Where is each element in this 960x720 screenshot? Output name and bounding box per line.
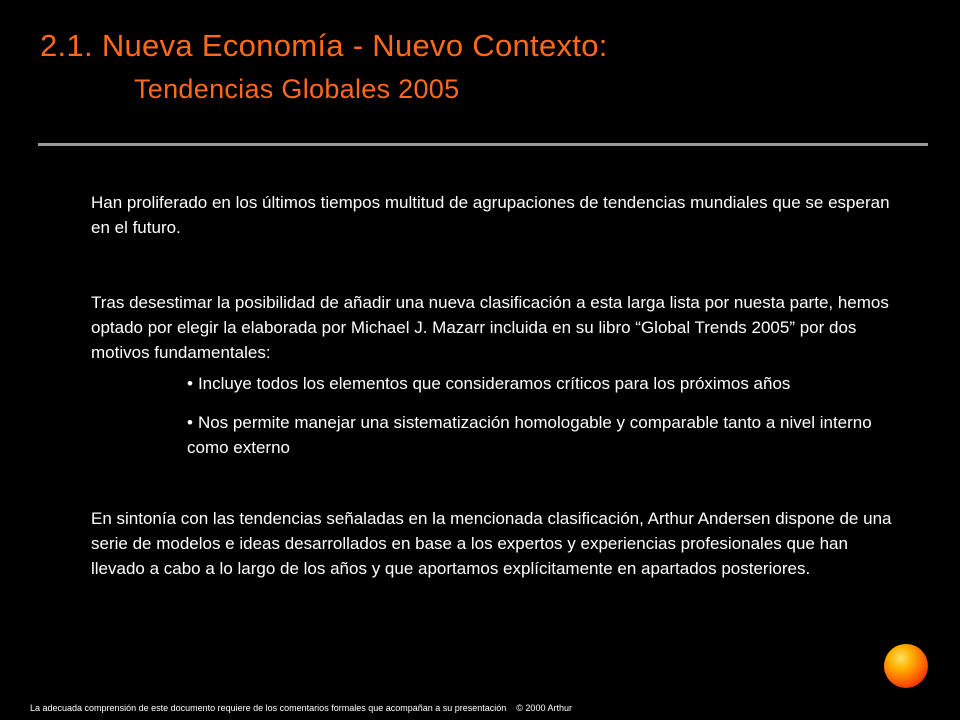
bullet-icon: •: [187, 413, 193, 432]
slide-body: [91, 190, 906, 581]
list-item-text: Nos permite manejar una sistematización homologable y comparable tanto a nivel interno como externo: [187, 413, 872, 457]
orange-sphere-logo-icon: [884, 644, 928, 688]
slide-subtitle: Tendencias Globales 2005: [134, 74, 460, 104]
footer-copyright: © 2000 Arthur: [516, 703, 572, 713]
reasons-list: [187, 371, 907, 460]
paragraph-conclusion: En sintonía con las tendencias señaladas en la mencionada clasificación, Arthur Andersen dispone de una serie de modelos e ideas desarrollados en base a los expertos y experiencias profesionales que han llevado a cabo a lo largo de los años y que aportamos explícitamente en apartados posteriores.: [91, 509, 892, 578]
footer: [30, 703, 572, 713]
paragraph-selection: Tras desestimar la posibilidad de añadir una nueva clasificación a esta larga lista por nuesta parte, hemos optado por elegir la elaborada por Michael J. Mazarr incluida en su libro “Global Trends 2005” por dos motivos fundamentales:: [91, 293, 889, 362]
list-item-text: Incluye todos los elementos que consideramos críticos para los próximos años: [197, 374, 791, 393]
list-item: [187, 410, 907, 460]
paragraph-intro: Han proliferado en los últimos tiempos multitud de agrupaciones de tendencias mundiales que se esperan en el futuro.: [91, 193, 890, 237]
slide-title: 2.1. Nueva Economía - Nuevo Contexto:: [40, 28, 608, 63]
footer-disclaimer: La adecuada comprensión de este documento requiere de los comentarios formales que acompañan a su presentación: [30, 703, 507, 713]
bullet-icon: •: [187, 374, 193, 393]
list-item: [187, 371, 907, 396]
title-divider: [38, 143, 928, 146]
